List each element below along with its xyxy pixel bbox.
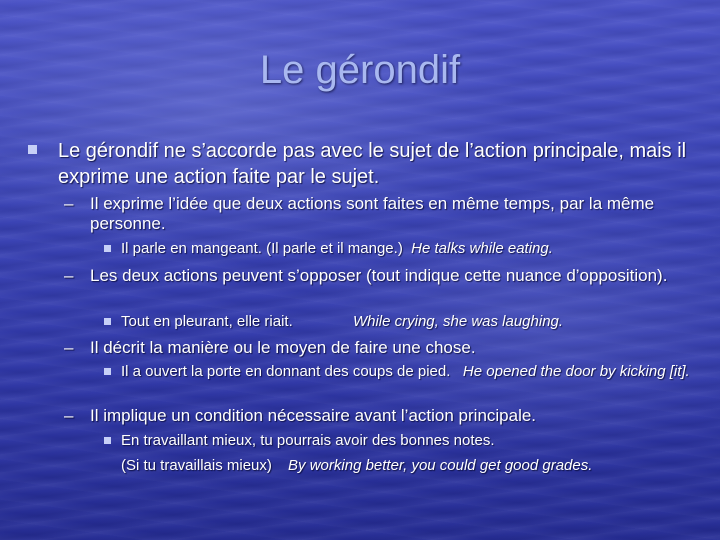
example-english: By working better, you could get good grades. <box>288 457 593 474</box>
dash-bullet-icon: – <box>64 194 74 213</box>
example-french: Tout en pleurant, elle riait. <box>121 313 293 330</box>
example-english: He talks while eating. <box>411 240 553 257</box>
example-4-line-2 <box>104 456 714 476</box>
example-french: Il a ouvert la porte en donnant des coups de pied. <box>121 363 451 380</box>
sub-point-text: Il implique un condition nécessaire avant l’action principale. <box>90 406 537 425</box>
dash-bullet-icon: – <box>64 406 74 425</box>
sub-point-3 <box>64 338 704 358</box>
square-bullet-icon <box>28 145 37 154</box>
square-bullet-icon <box>104 318 111 325</box>
sub-point-4 <box>64 406 704 426</box>
example-french: En travaillant mieux, tu pourrais avoir des bonnes notes. <box>121 432 495 449</box>
dash-bullet-icon: – <box>64 266 74 285</box>
dash-bullet-icon: – <box>64 338 74 357</box>
sub-point-2 <box>64 266 704 286</box>
square-bullet-icon <box>104 245 111 252</box>
sub-point-text: Les deux actions peuvent s’opposer (tout indique cette nuance d’opposition). <box>90 266 668 285</box>
example-french-note: (Si tu travaillais mieux) <box>121 457 272 474</box>
example-english: While crying, she was laughing. <box>352 313 564 330</box>
main-bullet-text: Le gérondif ne s’accorde pas avec le sujet de l’action principale, mais il exprime une action faite par le sujet. <box>58 140 687 188</box>
square-bullet-icon <box>104 368 111 375</box>
example-french: Il parle en mangeant. (Il parle et il mange.) <box>121 240 403 257</box>
example-2 <box>104 312 704 332</box>
example-3 <box>104 362 704 382</box>
example-english: He opened the door by kicking [it]. <box>462 363 690 380</box>
example-4 <box>104 431 704 451</box>
sub-point-1 <box>64 194 704 234</box>
sub-point-text: Il décrit la manière ou le moyen de faire une chose. <box>90 338 476 357</box>
main-bullet <box>28 138 708 190</box>
slide-title: Le gérondif <box>259 48 461 92</box>
example-1 <box>104 239 704 259</box>
square-bullet-icon <box>104 437 111 444</box>
sub-point-text: Il exprime l’idée que deux actions sont faites en même temps, par la même personne. <box>90 194 655 233</box>
